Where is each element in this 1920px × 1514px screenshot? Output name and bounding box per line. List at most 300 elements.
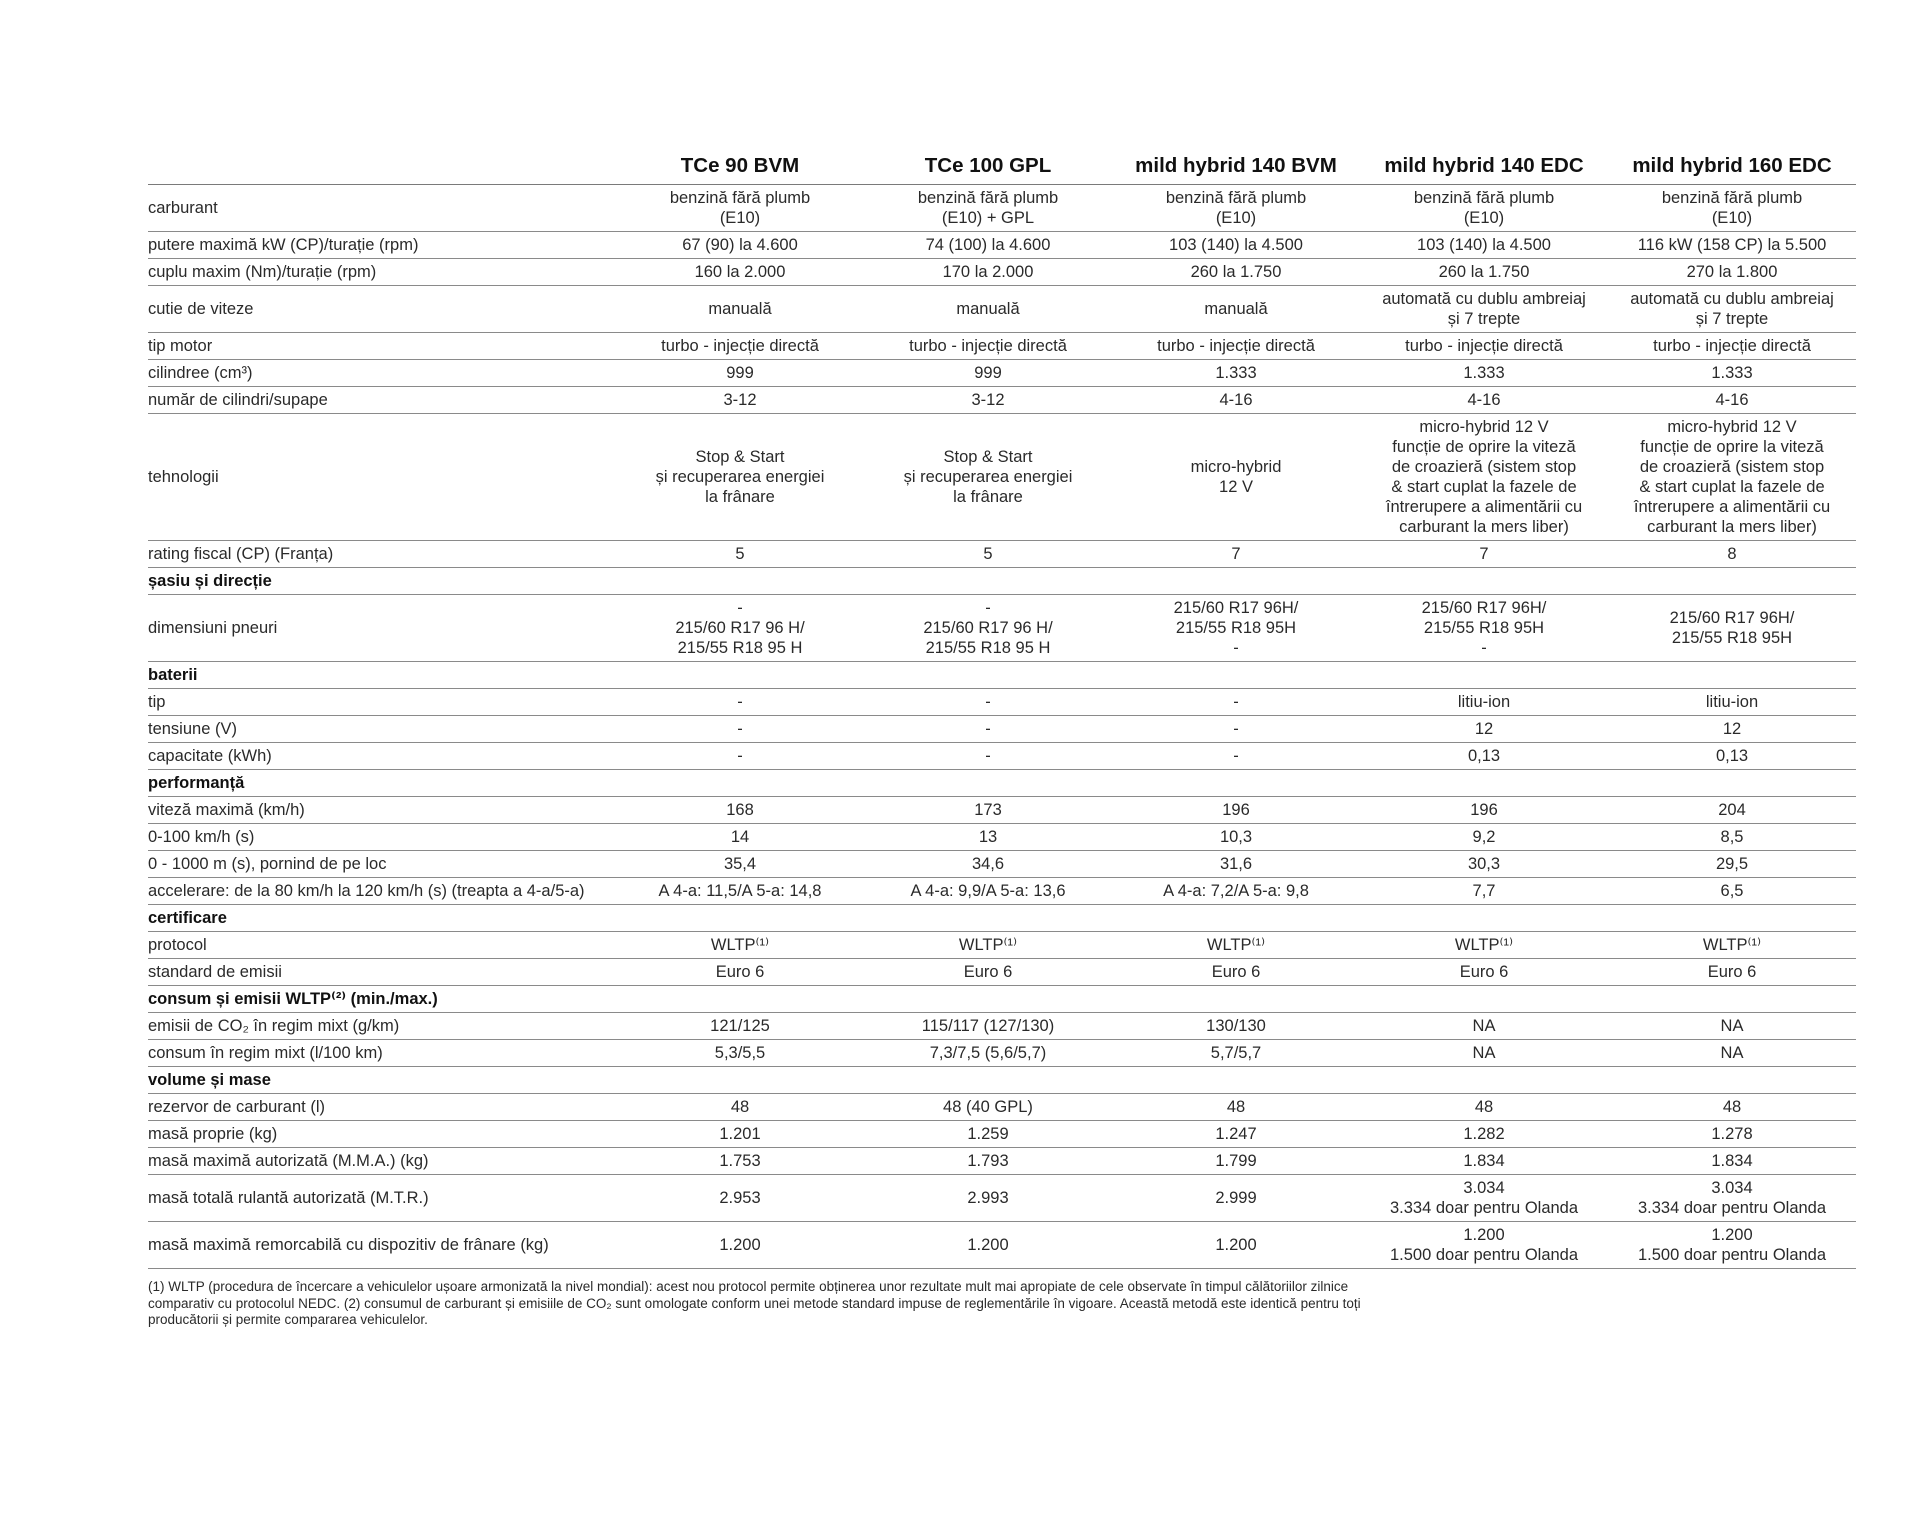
row-label: număr de cilindri/supape xyxy=(148,387,616,414)
cell-text: (E10) xyxy=(1711,209,1753,227)
value-cell xyxy=(616,1040,864,1067)
cell-text: 30,3 xyxy=(1467,855,1501,873)
cell-text: 74 (100) la 4.600 xyxy=(925,236,1051,254)
value-cell xyxy=(1360,1094,1608,1121)
value-cell xyxy=(1608,387,1856,414)
value-cell xyxy=(1360,662,1608,689)
cell-text: - xyxy=(737,693,743,711)
cell-text: - xyxy=(985,693,991,711)
cell-text: 3.334 doar pentru Olanda xyxy=(1637,1199,1827,1217)
cell-text: 12 xyxy=(1722,720,1742,738)
value-cell xyxy=(1112,568,1360,595)
value-cell xyxy=(616,851,864,878)
cell-text: (E10) xyxy=(1215,209,1257,227)
value-cell xyxy=(1608,1148,1856,1175)
cell-text: 29,5 xyxy=(1715,855,1749,873)
value-cell xyxy=(1608,743,1856,770)
value-cell xyxy=(1360,1175,1608,1222)
value-cell xyxy=(1360,905,1608,932)
value-cell xyxy=(864,1040,1112,1067)
value-cell xyxy=(616,259,864,286)
table-row xyxy=(148,1040,1856,1067)
cell-text: 5,3/5,5 xyxy=(714,1044,766,1062)
cell-text: 1.200 xyxy=(1215,1236,1257,1254)
cell-text: NA xyxy=(1720,1044,1744,1062)
value-cell xyxy=(1608,824,1856,851)
cell-text: 67 (90) la 4.600 xyxy=(682,236,798,254)
cell-text: turbo - injecție directă xyxy=(1653,337,1811,355)
value-cell xyxy=(864,905,1112,932)
column-header: mild hybrid 140 EDC xyxy=(1360,150,1608,185)
cell-text: micro-hybrid xyxy=(1190,458,1282,476)
cell-text: 13 xyxy=(978,828,998,846)
cell-text: WLTP⁽¹⁾ xyxy=(1206,936,1266,954)
section-title: baterii xyxy=(148,662,616,689)
value-cell xyxy=(1608,259,1856,286)
value-cell xyxy=(616,1121,864,1148)
value-cell xyxy=(1112,797,1360,824)
value-cell xyxy=(1112,824,1360,851)
table-row xyxy=(148,387,1856,414)
value-cell xyxy=(864,1094,1112,1121)
cell-text: carburant la mers liber) xyxy=(1399,518,1569,536)
cell-text: WLTP⁽¹⁾ xyxy=(1454,936,1514,954)
column-header: mild hybrid 140 BVM xyxy=(1112,150,1360,185)
value-cell xyxy=(864,1121,1112,1148)
cell-text: litiu-ion xyxy=(1705,693,1759,711)
value-cell xyxy=(1112,387,1360,414)
value-cell xyxy=(1360,1222,1608,1269)
cell-text: 215/60 R17 96H/ xyxy=(1421,599,1547,617)
value-cell xyxy=(616,1222,864,1269)
cell-text: 260 la 1.750 xyxy=(1438,263,1530,281)
cell-text: de croazieră (sistem stop xyxy=(1639,458,1825,476)
value-cell xyxy=(1112,878,1360,905)
cell-text: micro-hybrid 12 V xyxy=(1419,418,1549,436)
cell-text: benzină fără plumb xyxy=(1165,189,1307,207)
value-cell xyxy=(864,662,1112,689)
row-label: masă proprie (kg) xyxy=(148,1121,616,1148)
value-cell xyxy=(616,932,864,959)
value-cell xyxy=(1360,743,1608,770)
table-row xyxy=(148,1013,1856,1040)
value-cell xyxy=(616,905,864,932)
cell-text: NA xyxy=(1472,1044,1496,1062)
value-cell xyxy=(616,387,864,414)
cell-text: 196 xyxy=(1470,801,1498,819)
cell-text: 204 xyxy=(1718,801,1746,819)
cell-text: 1.282 xyxy=(1463,1125,1505,1143)
specifications-table xyxy=(148,150,1856,1269)
cell-text: 1.259 xyxy=(967,1125,1009,1143)
cell-text: și recuperarea energiei xyxy=(655,468,825,486)
table-row xyxy=(148,689,1856,716)
value-cell xyxy=(1360,333,1608,360)
column-header: TCe 100 GPL xyxy=(864,150,1112,185)
table-row xyxy=(148,360,1856,387)
row-label: protocol xyxy=(148,932,616,959)
value-cell xyxy=(1360,414,1608,541)
value-cell xyxy=(864,232,1112,259)
cell-text: (E10) + GPL xyxy=(941,209,1035,227)
value-cell xyxy=(864,770,1112,797)
cell-text: & start cuplat la fazele de xyxy=(1391,478,1577,496)
value-cell xyxy=(1360,1148,1608,1175)
table-row xyxy=(148,286,1856,333)
cell-text: 5 xyxy=(735,545,745,563)
value-cell xyxy=(1608,959,1856,986)
value-cell xyxy=(1360,568,1608,595)
value-cell xyxy=(1112,1148,1360,1175)
value-cell xyxy=(1608,568,1856,595)
value-cell xyxy=(1360,1040,1608,1067)
value-cell xyxy=(864,360,1112,387)
cell-text: manuală xyxy=(956,300,1020,318)
value-cell xyxy=(616,716,864,743)
value-cell xyxy=(864,414,1112,541)
cell-text: 999 xyxy=(726,364,754,382)
value-cell xyxy=(1608,232,1856,259)
cell-text: WLTP⁽¹⁾ xyxy=(1702,936,1762,954)
row-label: viteză maximă (km/h) xyxy=(148,797,616,824)
cell-text: întrerupere a alimentării cu xyxy=(1633,498,1831,516)
cell-text: 1.799 xyxy=(1215,1152,1257,1170)
value-cell xyxy=(864,1222,1112,1269)
cell-text: benzină fără plumb xyxy=(1661,189,1803,207)
table-row xyxy=(148,1175,1856,1222)
cell-text: la frânare xyxy=(953,488,1023,506)
value-cell xyxy=(1112,1121,1360,1148)
table-row xyxy=(148,824,1856,851)
value-cell xyxy=(1112,932,1360,959)
table-row xyxy=(148,232,1856,259)
value-cell xyxy=(1360,1067,1608,1094)
cell-text: 215/55 R18 95H xyxy=(1671,629,1793,647)
value-cell xyxy=(616,770,864,797)
value-cell xyxy=(1608,1121,1856,1148)
row-label: tehnologii xyxy=(148,414,616,541)
value-cell xyxy=(1608,905,1856,932)
value-cell xyxy=(1608,878,1856,905)
row-label: rezervor de carburant (l) xyxy=(148,1094,616,1121)
cell-text: 3-12 xyxy=(971,391,1005,409)
value-cell xyxy=(1608,1067,1856,1094)
row-label: rating fiscal (CP) (Franța) xyxy=(148,541,616,568)
cell-text: 1.278 xyxy=(1711,1125,1753,1143)
cell-text: (E10) xyxy=(1463,209,1505,227)
value-cell xyxy=(1608,360,1856,387)
table-row xyxy=(148,259,1856,286)
cell-text: - xyxy=(985,720,991,738)
value-cell xyxy=(1608,541,1856,568)
row-label: dimensiuni pneuri xyxy=(148,595,616,662)
cell-text: 2.953 xyxy=(719,1189,761,1207)
cell-text: 3-12 xyxy=(723,391,757,409)
value-cell xyxy=(1112,414,1360,541)
table-row xyxy=(148,541,1856,568)
value-cell xyxy=(616,824,864,851)
value-cell xyxy=(864,185,1112,232)
cell-text: 5,7/5,7 xyxy=(1210,1044,1262,1062)
value-cell xyxy=(864,259,1112,286)
cell-text: 48 xyxy=(1226,1098,1246,1116)
cell-text: 1.200 xyxy=(967,1236,1009,1254)
value-cell xyxy=(1608,1175,1856,1222)
value-cell xyxy=(1608,851,1856,878)
value-cell xyxy=(864,333,1112,360)
cell-text: 1.500 doar pentru Olanda xyxy=(1637,1246,1827,1264)
value-cell xyxy=(1608,414,1856,541)
value-cell xyxy=(1360,1013,1608,1040)
cell-text: 215/60 R17 96H/ xyxy=(1669,609,1795,627)
value-cell xyxy=(1112,595,1360,662)
cell-text: 1.333 xyxy=(1711,364,1753,382)
table-row xyxy=(148,716,1856,743)
value-cell xyxy=(1112,662,1360,689)
value-cell xyxy=(864,387,1112,414)
table-row xyxy=(148,1094,1856,1121)
table-row xyxy=(148,743,1856,770)
section-title: șasiu și direcție xyxy=(148,568,616,595)
table-row xyxy=(148,932,1856,959)
value-cell xyxy=(864,959,1112,986)
row-label: carburant xyxy=(148,185,616,232)
cell-text: și 7 trepte xyxy=(1695,310,1769,328)
value-cell xyxy=(616,662,864,689)
cell-text: 196 xyxy=(1222,801,1250,819)
section-row xyxy=(148,662,1856,689)
value-cell xyxy=(1360,878,1608,905)
value-cell xyxy=(1112,1040,1360,1067)
value-cell xyxy=(1608,662,1856,689)
cell-text: 3.034 xyxy=(1463,1179,1505,1197)
row-label: masă maximă remorcabilă cu dispozitiv de frânare (kg) xyxy=(148,1222,616,1269)
cell-text: turbo - injecție directă xyxy=(909,337,1067,355)
cell-text: funcție de oprire la viteză xyxy=(1392,438,1576,456)
row-label: tip motor xyxy=(148,333,616,360)
cell-text: NA xyxy=(1472,1017,1496,1035)
cell-text: 7,7 xyxy=(1472,882,1496,900)
spec-sheet xyxy=(148,150,1856,1342)
header-blank-cell xyxy=(148,150,616,185)
value-cell xyxy=(1112,1222,1360,1269)
cell-text: - xyxy=(1233,639,1239,657)
value-cell xyxy=(1112,1175,1360,1222)
cell-text: turbo - injecție directă xyxy=(661,337,819,355)
row-label: 0 - 1000 m (s), pornind de pe loc xyxy=(148,851,616,878)
value-cell xyxy=(616,360,864,387)
cell-text: Stop & Start xyxy=(695,448,785,466)
value-cell xyxy=(1360,770,1608,797)
cell-text: 1.333 xyxy=(1215,364,1257,382)
cell-text: 8 xyxy=(1727,545,1737,563)
cell-text: 8,5 xyxy=(1720,828,1744,846)
value-cell xyxy=(864,286,1112,333)
value-cell xyxy=(616,595,864,662)
cell-text: 115/117 (127/130) xyxy=(921,1017,1055,1035)
section-row xyxy=(148,1067,1856,1094)
value-cell xyxy=(1608,770,1856,797)
value-cell xyxy=(1608,1094,1856,1121)
cell-text: 12 V xyxy=(1219,478,1253,496)
cell-text: 215/55 R18 95H xyxy=(1175,619,1297,637)
cell-text: 1.201 xyxy=(719,1125,761,1143)
value-cell xyxy=(1112,770,1360,797)
cell-text: A 4-a: 7,2/A 5-a: 9,8 xyxy=(1163,882,1309,900)
value-cell xyxy=(1360,232,1608,259)
value-cell xyxy=(1112,259,1360,286)
value-cell xyxy=(616,232,864,259)
value-cell xyxy=(1360,986,1608,1013)
cell-text: 6,5 xyxy=(1720,882,1744,900)
row-label: consum în regim mixt (l/100 km) xyxy=(148,1040,616,1067)
cell-text: întrerupere a alimentării cu xyxy=(1385,498,1583,516)
cell-text: 3.334 doar pentru Olanda xyxy=(1389,1199,1579,1217)
cell-text: 0,13 xyxy=(1715,747,1749,765)
value-cell xyxy=(1360,689,1608,716)
value-cell xyxy=(1112,286,1360,333)
value-cell xyxy=(1112,185,1360,232)
value-cell xyxy=(1112,232,1360,259)
value-cell xyxy=(1112,1013,1360,1040)
cell-text: 48 xyxy=(1474,1098,1494,1116)
cell-text: 35,4 xyxy=(723,855,757,873)
value-cell xyxy=(616,1094,864,1121)
value-cell xyxy=(1608,932,1856,959)
cell-text: carburant la mers liber) xyxy=(1647,518,1817,536)
cell-text: 1.200 xyxy=(719,1236,761,1254)
cell-text: 1.200 xyxy=(1711,1226,1753,1244)
row-label: tip xyxy=(148,689,616,716)
row-label: 0-100 km/h (s) xyxy=(148,824,616,851)
value-cell xyxy=(1360,387,1608,414)
value-cell xyxy=(1360,185,1608,232)
value-cell xyxy=(864,541,1112,568)
cell-text: A 4-a: 9,9/A 5-a: 13,6 xyxy=(910,882,1066,900)
cell-text: 1.834 xyxy=(1711,1152,1753,1170)
cell-text: de croazieră (sistem stop xyxy=(1391,458,1577,476)
table-row xyxy=(148,185,1856,232)
cell-text: 160 la 2.000 xyxy=(694,263,786,281)
cell-text: benzină fără plumb xyxy=(917,189,1059,207)
section-title: performanță xyxy=(148,770,616,797)
value-cell xyxy=(616,1148,864,1175)
value-cell xyxy=(864,743,1112,770)
value-cell xyxy=(864,716,1112,743)
value-cell xyxy=(1112,716,1360,743)
cell-text: 7 xyxy=(1479,545,1489,563)
footnote: (1) WLTP (procedura de încercare a vehiculelor ușoare armonizată la nivel mondial): acest nou protocol permite obținerea unor rezultate mult mai apropiate de cele observate în timpul călătoriilor zilnice comparativ cu protocolul NEDC. (2) consumul de carburant și emisiile de CO₂ sunt omologate conform unei metode standard impuse de reglementările în vigoare. Această metodă este identică pentru toți producătorii și permite compararea vehiculelor. xyxy=(148,1279,1361,1327)
cell-text: 48 (40 GPL) xyxy=(943,1098,1033,1116)
cell-text: 215/60 R17 96H/ xyxy=(1173,599,1299,617)
cell-text: turbo - injecție directă xyxy=(1405,337,1563,355)
table-row xyxy=(148,878,1856,905)
cell-text: 7 xyxy=(1231,545,1241,563)
row-label: putere maximă kW (CP)/turație (rpm) xyxy=(148,232,616,259)
cell-text: - xyxy=(1233,693,1239,711)
cell-text: benzină fără plumb xyxy=(669,189,811,207)
value-cell xyxy=(864,851,1112,878)
cell-text: 48 xyxy=(1722,1098,1742,1116)
cell-text: automată cu dublu ambreiaj xyxy=(1382,290,1586,308)
cell-text: 116 kW (158 CP) la 5.500 xyxy=(1637,236,1827,254)
value-cell xyxy=(616,185,864,232)
cell-text: 31,6 xyxy=(1219,855,1253,873)
row-label: cutie de viteze xyxy=(148,286,616,333)
value-cell xyxy=(1112,689,1360,716)
specifications-body xyxy=(148,185,1856,1269)
cell-text: litiu-ion xyxy=(1457,693,1511,711)
value-cell xyxy=(1360,851,1608,878)
row-label: capacitate (kWh) xyxy=(148,743,616,770)
cell-text: 173 xyxy=(974,801,1002,819)
value-cell xyxy=(616,286,864,333)
cell-text: 2.999 xyxy=(1215,1189,1257,1207)
cell-text: micro-hybrid 12 V xyxy=(1667,418,1797,436)
cell-text: 4-16 xyxy=(1219,391,1253,409)
cell-text: 1.753 xyxy=(719,1152,761,1170)
row-label: accelerare: de la 80 km/h la 120 km/h (s) (treapta a 4-a/5-a) xyxy=(148,878,616,905)
cell-text: 1.793 xyxy=(967,1152,1009,1170)
value-cell xyxy=(1360,259,1608,286)
cell-text: 34,6 xyxy=(971,855,1005,873)
value-cell xyxy=(616,797,864,824)
value-cell xyxy=(864,568,1112,595)
cell-text: Stop & Start xyxy=(943,448,1033,466)
value-cell xyxy=(616,414,864,541)
cell-text: Euro 6 xyxy=(1459,963,1509,981)
cell-text: 0,13 xyxy=(1467,747,1501,765)
section-row xyxy=(148,770,1856,797)
cell-text: 1.834 xyxy=(1463,1152,1505,1170)
cell-text: 1.247 xyxy=(1215,1125,1257,1143)
cell-text: 130/130 xyxy=(1206,1017,1266,1035)
cell-text: 3.034 xyxy=(1711,1179,1753,1197)
row-label: cilindree (cm³) xyxy=(148,360,616,387)
column-header: mild hybrid 160 EDC xyxy=(1608,150,1856,185)
section-row xyxy=(148,568,1856,595)
cell-text: A 4-a: 11,5/A 5-a: 14,8 xyxy=(658,882,822,900)
value-cell xyxy=(1112,541,1360,568)
value-cell xyxy=(1608,1013,1856,1040)
value-cell xyxy=(1608,986,1856,1013)
cell-text: Euro 6 xyxy=(1707,963,1757,981)
value-cell xyxy=(1608,689,1856,716)
value-cell xyxy=(1360,1121,1608,1148)
cell-text: 10,3 xyxy=(1219,828,1253,846)
cell-text: 215/55 R18 95 H xyxy=(677,639,803,657)
value-cell xyxy=(1360,797,1608,824)
table-row xyxy=(148,797,1856,824)
value-cell xyxy=(1360,716,1608,743)
cell-text: 170 la 2.000 xyxy=(942,263,1034,281)
cell-text: 9,2 xyxy=(1472,828,1496,846)
value-cell xyxy=(1112,333,1360,360)
value-cell xyxy=(616,1067,864,1094)
table-row xyxy=(148,595,1856,662)
value-cell xyxy=(864,824,1112,851)
cell-text: 4-16 xyxy=(1715,391,1749,409)
value-cell xyxy=(616,878,864,905)
value-cell xyxy=(864,689,1112,716)
cell-text: WLTP⁽¹⁾ xyxy=(710,936,770,954)
section-row xyxy=(148,986,1856,1013)
value-cell xyxy=(1112,743,1360,770)
value-cell xyxy=(1360,824,1608,851)
value-cell xyxy=(1112,851,1360,878)
value-cell xyxy=(616,541,864,568)
value-cell xyxy=(1608,333,1856,360)
